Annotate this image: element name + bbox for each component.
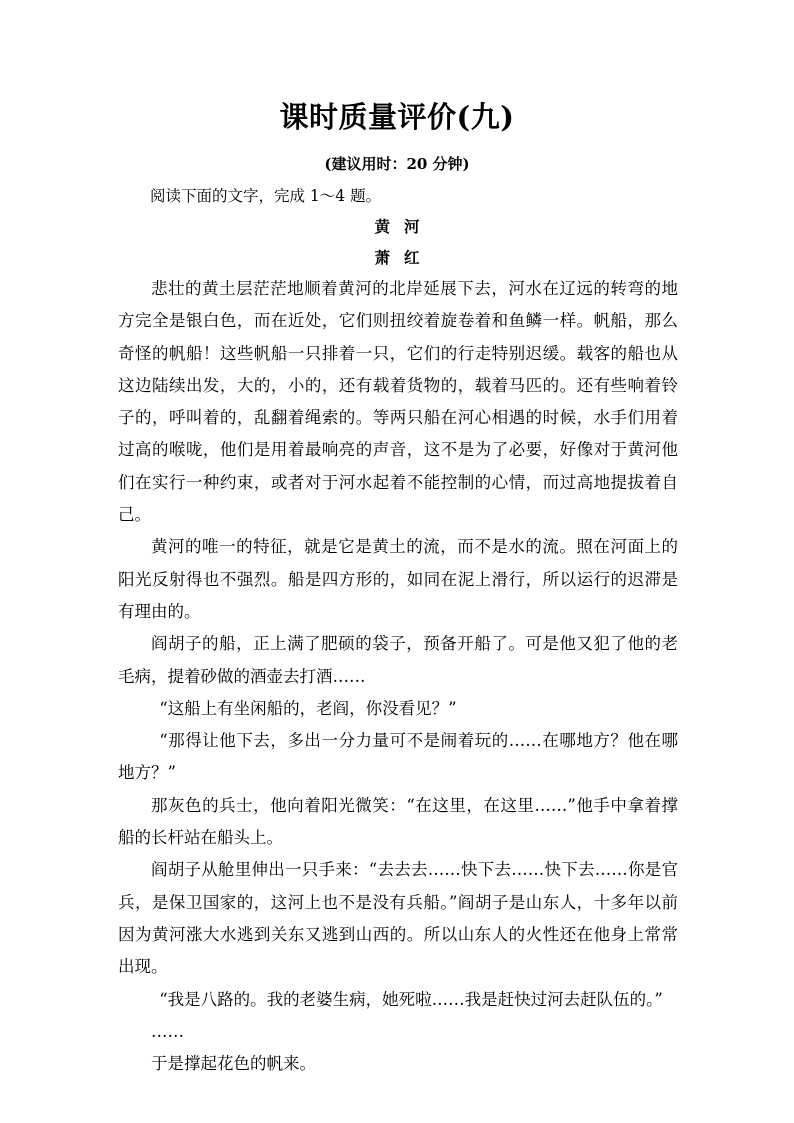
suggested-time: (建议用时：20 分钟) <box>324 155 470 173</box>
page-title: 课时质量评价(九) <box>279 100 515 134</box>
essay-author: 萧红 <box>374 248 434 267</box>
paragraph: 阎胡子的船，正上满了肥硕的袋子，预备开船了。可是他又犯了他的老毛病，提着砂做的酒壶去打酒…… <box>118 634 678 686</box>
ellipsis-paragraph: …… <box>151 1021 184 1041</box>
reading-instruction: 阅读下面的文字，完成 1～4 题。 <box>150 187 382 205</box>
paragraph: 悲壮的黄土层茫茫地顺着黄河的北岸延展下去，河水在辽远的转弯的地方完全是银白色，而在近处，它们则扭绞着旋卷着和鱼鳞一样。帆船，那么奇怪的帆船！这些帆船一只排着一只，它们的行走特别迟缓。载客的船也从这边陆续出发，大的，小的，还有载着货物的，载着马匹的。还有些响着铃子的，呼叫着的，乱翻着绳索的。等两只船在河心相遇的时候，水手们用着过高的喉咙，他们是用着最响亮的声音，这不是为了必要，好像对于黄河他们在实行一种约束，或者对于河水起着不能控制的心情，而过高地提拔着自己。 <box>118 279 678 525</box>
essay-body <box>118 273 678 1080</box>
dialogue-paragraph: “我是八路的。我的老婆生病，她死啦……我是赶快过河去赶队伍的。” <box>159 989 663 1009</box>
paragraph: 于是撑起花色的帆来。 <box>151 1054 316 1074</box>
paragraph: 黄河的唯一的特征，就是它是黄土的流，而不是水的流。照在河面上的阳光反射得也不强烈。船是四方形的，如同在泥上滑行，所以运行的迟滞是有理由的。 <box>118 537 678 621</box>
essay-title: 黄河 <box>374 217 434 236</box>
paragraph: 那灰色的兵士，他向着阳光微笑：“在这里，在这里……”他手中拿着撑船的长杆站在船头上。 <box>118 795 678 848</box>
dialogue-paragraph: “那得让他下去，多出一分力量可不是闹着玩的……在哪地方？他在哪地方？” <box>118 731 678 783</box>
dialogue-paragraph: “这船上有坐闲船的，老阎，你没看见？” <box>159 698 457 718</box>
paragraph: 阎胡子从舱里伸出一只手来：“去去去……快下去……快下去……你是官兵，是保卫国家的，这河上也不是没有兵船。”阎胡子是山东人，十多年以前因为黄河涨大水逃到关东又逃到山西的。所以山东人的火性还在他身上常常出现。 <box>118 860 678 977</box>
